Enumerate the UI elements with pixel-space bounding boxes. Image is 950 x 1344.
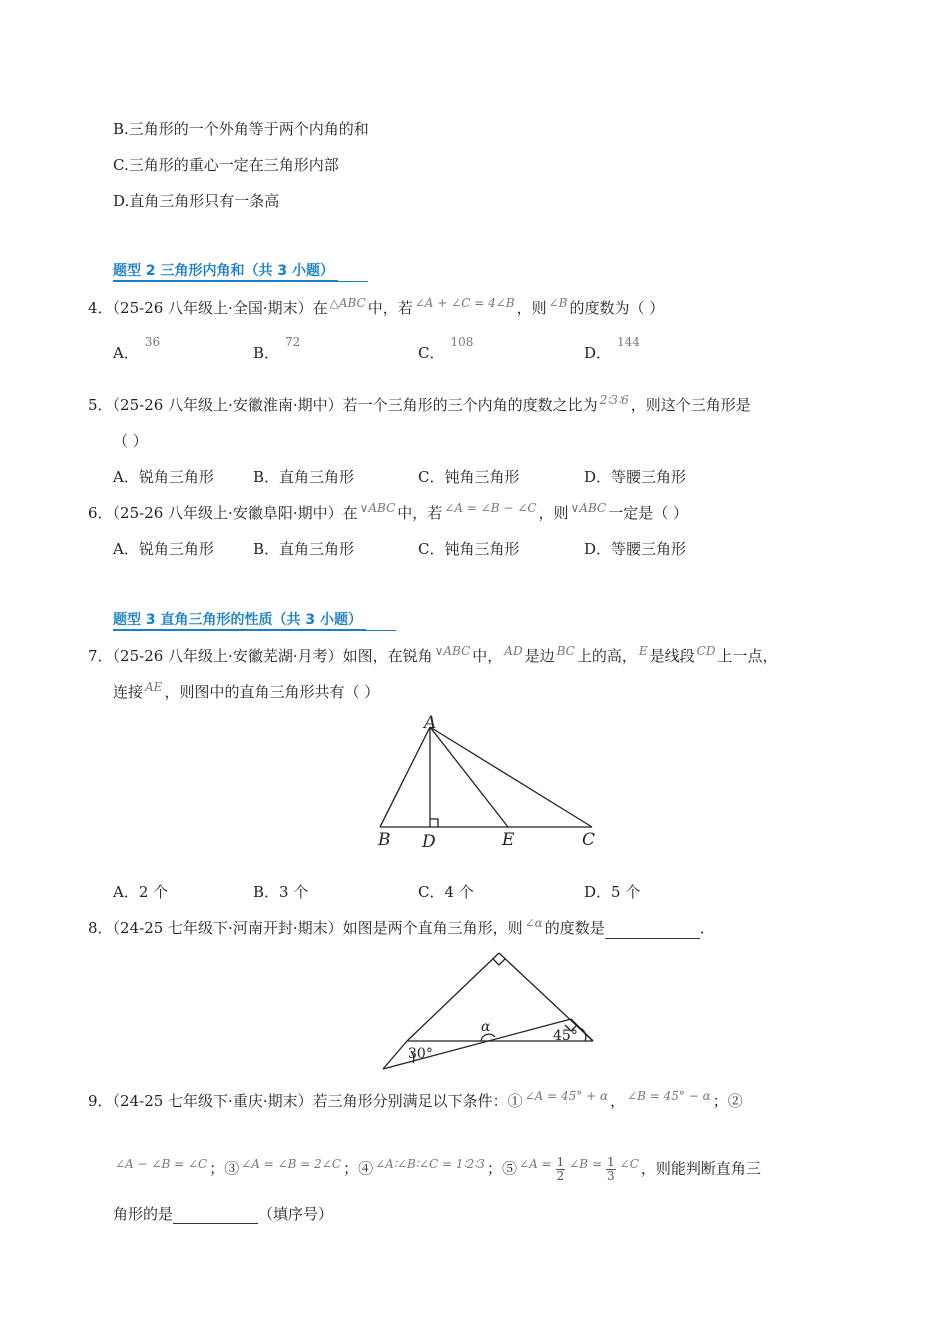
segment-ac — [430, 727, 592, 827]
question-7-line2: 连接 $^{AE}$ ，则图中的直角三角形共有（ ） — [113, 680, 380, 701]
label-e: E — [502, 830, 515, 850]
q8-answer-blank[interactable] — [605, 922, 700, 939]
right-angle-mark — [430, 819, 438, 827]
question-8: 8．（24-25 七年级下·河南开封·期末）如图是两个直角三角形，则 $^{\angle\alpha}$ 的度数是 ． — [88, 916, 715, 937]
q4-option-c[interactable]: C．$^{108}$ — [418, 335, 474, 362]
q5-option-b[interactable]: B．直角三角形 — [253, 468, 355, 486]
label-a: A — [424, 713, 437, 733]
small-triangle-base-edge — [383, 1041, 407, 1069]
q7-option-c[interactable]: C．4 个 — [418, 883, 474, 901]
q7-triangle-figure — [370, 712, 610, 852]
fraction-one-third: $\frac{1}{3}$ — [607, 1155, 615, 1183]
segment-ab — [380, 727, 430, 827]
question-5: 5．（25-26 八年级上·安徽淮南·期中）若一个三角形的三个内角的度数之比为 $^{2∶3∶6}$ ，则这个三角形是 — [88, 393, 751, 414]
q7-option-d[interactable]: D．5 个 — [584, 883, 641, 901]
section-heading-2: 题型 2 三角形内角和（共 3 小题） — [113, 262, 338, 282]
label-45: 45° — [553, 1028, 578, 1044]
right-angle-mark-top — [493, 959, 505, 965]
segment-ae — [430, 727, 508, 827]
q6-option-c[interactable]: C．钝角三角形 — [418, 540, 520, 558]
q6-option-b[interactable]: B．直角三角形 — [253, 540, 355, 558]
q7-option-b[interactable]: B．3 个 — [253, 883, 309, 901]
q9-answer-blank[interactable] — [173, 1207, 258, 1224]
question-5-paren: （ ） — [113, 432, 148, 450]
prev-option-d: D.直角三角形只有一条高 — [113, 192, 280, 210]
label-alpha: α — [481, 1019, 491, 1035]
question-9-line2: $^{\angle A - \angle B = \angle C}$ ；③ $^{\angle A = \angle B = 2\angle C}$ ；④ $^{\angle A∶\angle B∶\angle C = 1∶2∶3}$ ；⑤ $^{\angle A =}$ $\frac{1}{2}$ $^{\angle B =}$ $\frac{1}{3}$ $^{\angle C}$ ，则能判断直角三 — [115, 1155, 761, 1183]
question-7: 7．（25-26 八年级上·安徽芜湖·月考）如图，在锐角 $^{\vee ABC}$ 中， $^{AD}$ 是边 $^{BC}$ 上的高， $^E$ 是线段 $^{CD}$ 上一点， — [88, 644, 778, 665]
label-30: 30° — [408, 1046, 433, 1062]
label-b: B — [378, 830, 391, 850]
q5-option-c[interactable]: C．钝角三角形 — [418, 468, 520, 486]
question-4: 4．（25-26 八年级上·全国·期末）在 $^{\triangle ABC}$ 中，若 $^{\angle A + \angle C = 4\angle B}$ ，则 $^{\angle B}$ 的度数为（ ） — [88, 296, 665, 317]
q7-option-a[interactable]: A．2 个 — [113, 883, 169, 901]
question-9: 9．（24-25 七年级下·重庆·期末）若三角形分别满足以下条件：① $^{\angle A = 45^\circ + \alpha}$ ， $^{\angle B = 45^\circ - \alpha}$ ；② — [88, 1089, 743, 1110]
q5-option-d[interactable]: D．等腰三角形 — [584, 468, 687, 486]
prev-option-c: C.三角形的重心一定在三角形内部 — [113, 156, 339, 174]
q6-option-d[interactable]: D．等腰三角形 — [584, 540, 687, 558]
q6-option-a[interactable]: A．锐角三角形 — [113, 540, 214, 558]
question-6: 6．（25-26 八年级上·安徽阜阳·期中）在 $^{\vee ABC}$ 中，若 $^{\angle A = \angle B - \angle C}$ ，则 $^{\vee ABC}$ 一定是（ ） — [88, 501, 688, 522]
prev-option-b: B.三角形的一个外角等于两个内角的和 — [113, 120, 369, 138]
q4-option-b[interactable]: B．$^{72}$ — [253, 335, 301, 362]
q4-option-a[interactable]: A．$^{36}$ — [113, 335, 161, 362]
q5-option-a[interactable]: A．锐角三角形 — [113, 468, 214, 486]
label-d: D — [422, 832, 436, 852]
label-c: C — [582, 830, 596, 850]
q8-triangles-figure — [375, 945, 605, 1075]
question-9-line3: 角形的是 （填序号） — [113, 1205, 334, 1223]
q4-option-d[interactable]: D．$^{144}$ — [584, 335, 640, 362]
section-heading-3: 题型 3 直角三角形的性质（共 3 小题） — [113, 611, 366, 631]
fraction-one-half: $\frac{1}{2}$ — [556, 1155, 565, 1183]
